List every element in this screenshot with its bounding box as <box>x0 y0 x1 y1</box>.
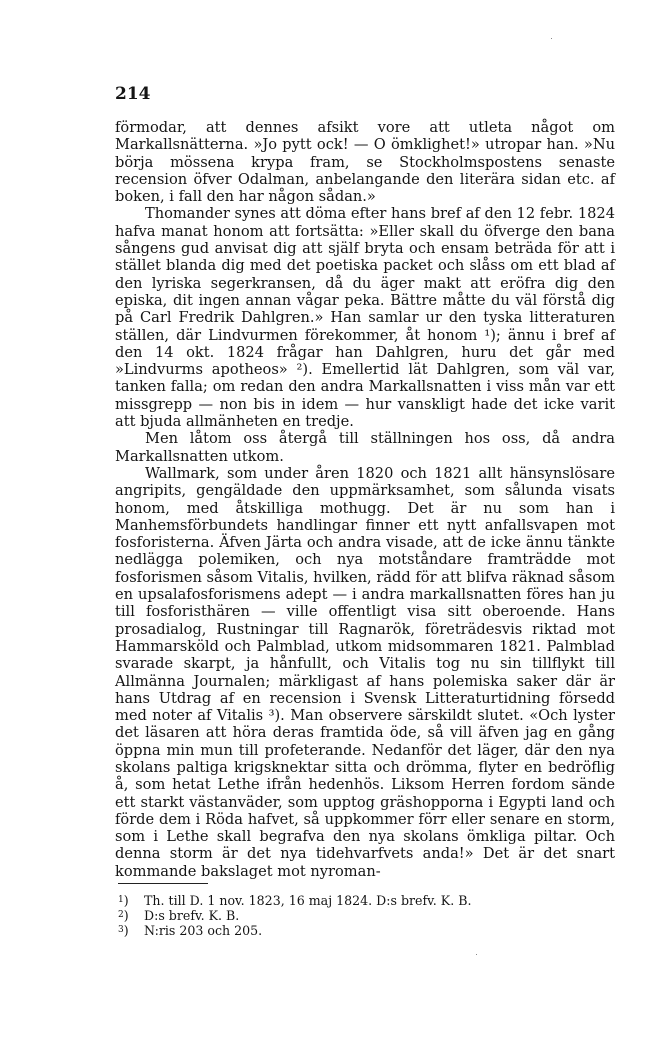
footnote-text: N:ris 203 och 205. <box>144 923 263 938</box>
footnote-marker: 3 <box>118 925 124 935</box>
body-text <box>115 119 615 880</box>
footnote: $^2$) D:s brefv. K. B. <box>118 908 240 923</box>
footnotes <box>118 893 598 938</box>
footnote: $^1$) Th. till D. 1 nov. 1823, 16 maj 1824. D:s brefv. K. B. <box>118 893 472 908</box>
paragraph: Men låtom oss återgå till ställningen hos oss, då andra Markallsnatten utkom. <box>115 430 615 465</box>
page-number: 214 <box>115 84 151 104</box>
footnote-divider <box>118 883 208 884</box>
footnote-text: Th. till D. 1 nov. 1823, 16 maj 1824. D:s brefv. K. B. <box>144 893 472 908</box>
paragraph: Thomander synes att döma efter hans bref af den 12 febr. 1824 hafva manat honom att fortsätta: »Eller skall du öfverge den bana sångens gud anvisat dig att själf bryta och ensam beträda för att i stället blanda dig med det poetiska packet och slåss om ett blad af den lyriska segerkransen, då du äger makt att eröfra dig den episka, dit ingen annan vågar peka. Bättre måtte du väl förstå dig på Carl Fredrik Dahlgren.» Han samlar ur den tyska litteraturen ställen, där Lindvurmen förekommer, åt honom ¹); ännu i bref af den 14 okt. 1824 frågar han Dahlgren, huru det går med »Lindvurms apotheos» ²). Emellertid lät Dahlgren, som väl var, tanken falla; om redan den andra Markallsnatten i viss mån var ett missgrepp — non bis in idem — hur vanskligt hade det icke varit att bjuda allmänheten en tredje. <box>115 205 615 431</box>
footnote-marker: 2 <box>118 910 124 920</box>
paragraph: förmodar, att dennes afsikt vore att utleta något om Markallsnätterna. »Jo pytt ock! — O ömklighet!» utropar han. »Nu börja mössena krypa fram, se Stockholmspostens senaste recension öfver Odalman, anbelangande den literära sidan etc. af boken, i fall den har någon sådan.» <box>115 119 615 206</box>
footnote-marker: 1 <box>118 895 124 905</box>
paragraph: Wallmark, som under åren 1820 och 1821 allt hänsynslösare angripits, gengäldade den uppmärksamhet, som sålunda visats honom, med åtskilliga mothugg. Det är nu som han i Manhemsförbundets handlingar finner ett nytt anfallsvapen mot fosforisterna. Äfven Järta och andra visade, att de icke ännu tänkte nedlägga polemiken, och nya motståndare framträdde mot fosforismen såsom Vitalis, hvilken, rädd för att blifva räknad såsom en upsalafosforismens adept — i andra markallsnatten föres han ju till fosforisthären — ville offentligt visa sitt oberoende. Hans prosadialog, Rustningar till Ragnarök, företrädesvis riktad mot Hammarsköld och Palmblad, utkom midsommaren 1821. Palmblad svarade skarpt, ja hånfullt, och Vitalis tog nu sin tillflykt till Allmänna Journalen; märkligast af hans polemiska saker där är hans Utdrag af en recension i Svensk Litteraturtidning försedd med noter af Vitalis ³). Man observere särskildt slutet. «Och lyster det läsaren att höra deras framtida öde, så vill äfven jag en gång öppna min mun till profeterande. Nedanför det läger, där den nya skolans paltiga krigsknektar sitta och drömma, flyter en bedröflig å, som hetat Lethe ifrån hedenhös. Liksom Herren fordom sände ett starkt västanväder, som upptog gräshopporna i Egypti land och förde dem i Röda hafvet, så uppkommer förr eller senare en storm, som i Lethe skall begrafva den nya skolans ömkliga piltar. Och denna storm är det nya tidehvarfvets anda!» Det är det snart kommande bakslaget mot nyroman- <box>115 464 615 880</box>
footnote-text: D:s brefv. K. B. <box>144 908 240 923</box>
footnote: $^3$) N:ris 203 och 205. <box>118 923 263 938</box>
